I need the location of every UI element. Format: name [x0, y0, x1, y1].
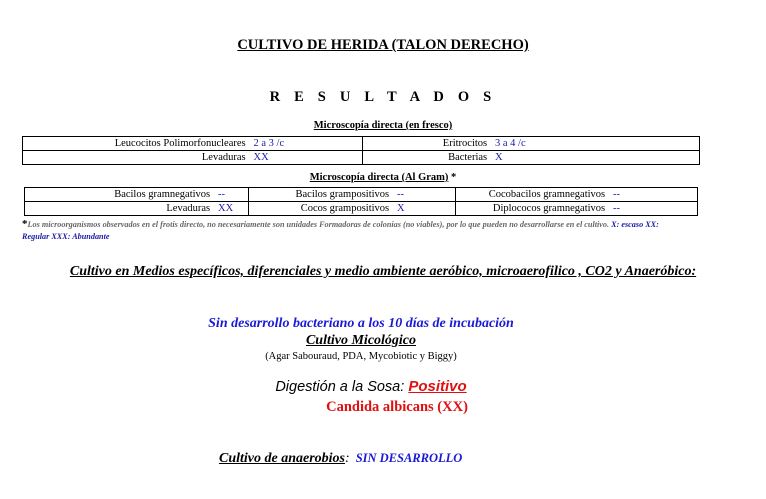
table-cell: Bacilos grampositivos --: [249, 188, 456, 202]
results-heading: R E S U L T A D O S: [269, 89, 497, 105]
table-cell-label: Levaduras XX: [23, 151, 363, 165]
table-cell: Diplococos gramnegativos --: [456, 202, 698, 216]
organism-result: Candida albicans (XX): [326, 399, 468, 415]
sosa-result: Positivo: [408, 378, 467, 395]
table-cell-value: --: [613, 203, 620, 214]
footnote-text: Los microorganismos observados en el frotis directo, no necesariamente son unidades Formadoras de colonias (no viables), por lo que pueden no desarrollarse en el cultivo.: [27, 220, 612, 229]
table-row: [25, 188, 698, 202]
table-cell-value: XX: [218, 203, 234, 214]
table-cell-value: X: [495, 152, 503, 163]
anaerobes-result: SIN DESARROLLO: [355, 451, 463, 465]
table-row: [25, 202, 698, 216]
footnote: *Los microorganismos observados en el frotis directo, no necesariamente son unidades Formadoras de colonias (no viables), por lo que pueden no desarrollarse en el cultivo. X: escaso XX: Regular XXX: Abundante: [22, 218, 659, 241]
anaerobes-label: Cultivo de anaerobios: [219, 451, 346, 466]
table-cell-value: XX: [253, 152, 269, 163]
table-cell-value: --: [397, 189, 404, 200]
table-cell-label: Leucocitos Polimorfonucleares 2 a 3 /c: [23, 137, 363, 151]
gram-microscopy-heading: Microscopía directa (Al Gram) *: [309, 172, 457, 183]
culture-heading: Cultivo en Medios específicos, diferenciales y medio ambiente aeróbico, microaerofilico , CO2 y Anaeróbico:: [69, 264, 697, 279]
mycological-media: (Agar Sabouraud, PDA, Mycobiotic y Biggy): [265, 351, 457, 362]
table-cell: Levaduras XX: [25, 202, 249, 216]
sosa-digestion: [0, 378, 742, 395]
report-title: CULTIVO DE HERIDA (TALON DERECHO): [237, 37, 529, 53]
table-cell: Bacilos gramnegativos --: [25, 188, 249, 202]
table-row: [23, 137, 700, 151]
footnote-legend: X: escaso XX: Regular XXX: Abundante: [22, 220, 659, 241]
table-cell-value: 3 a 4 /c: [495, 138, 526, 149]
table-cell-value: --: [218, 189, 225, 200]
anaerobes-culture: Cultivo de anaerobios: SIN DESARROLLO: [219, 451, 463, 466]
table-cell-value: --: [613, 189, 620, 200]
fresh-microscopy-table: [22, 136, 700, 165]
table-row: [23, 151, 700, 165]
table-cell-label: Eritrocitos 3 a 4 /c: [362, 137, 700, 151]
sosa-label: Digestión a la Sosa:: [275, 379, 405, 395]
no-growth-result: Sin desarrollo bacteriano a los 10 días de incubación: [208, 316, 514, 331]
table-cell-label: Bacterias X: [362, 151, 700, 165]
table-cell: Cocos grampositivos X: [249, 202, 456, 216]
table-cell-value: X: [397, 203, 405, 214]
table-cell: Cocobacilos gramnegativos --: [456, 188, 698, 202]
fresh-microscopy-heading: Microscopía directa (en fresco): [313, 120, 453, 131]
table-cell-value: 2 a 3 /c: [253, 138, 285, 149]
gram-microscopy-table: [24, 187, 698, 216]
mycological-heading: Cultivo Micológico: [305, 333, 417, 348]
